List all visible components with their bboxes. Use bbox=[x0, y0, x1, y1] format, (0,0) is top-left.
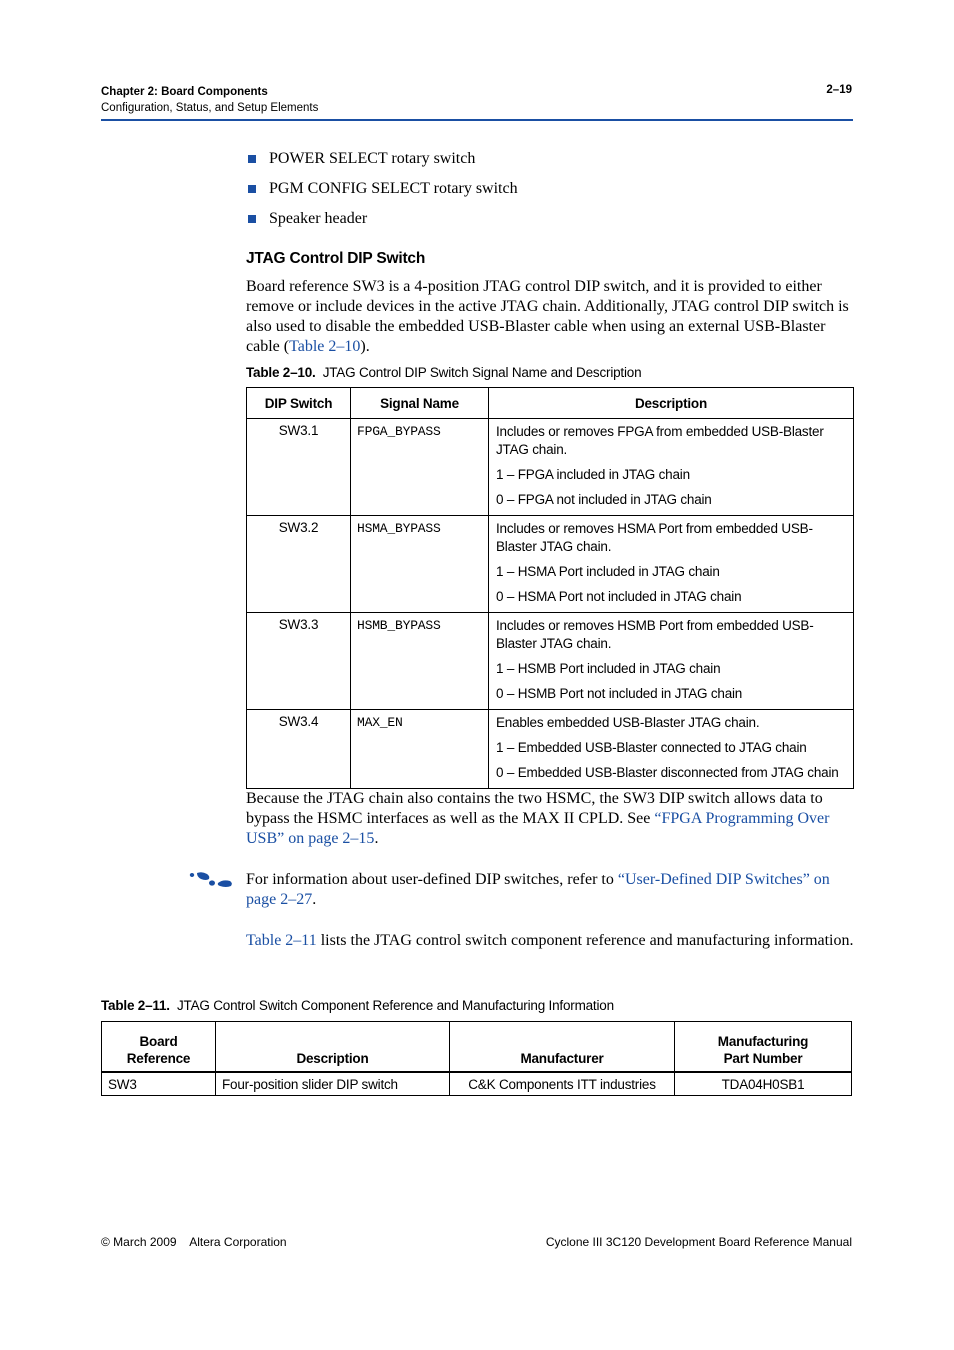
list-item: PGM CONFIG SELECT rotary switch bbox=[246, 179, 518, 209]
column-header: Description bbox=[489, 388, 854, 419]
signal-name-cell: HSMB_BYPASS bbox=[351, 613, 489, 710]
part-number-cell: TDA04H0SB1 bbox=[675, 1072, 852, 1096]
table-header-row bbox=[102, 1022, 852, 1073]
bullet-square-icon bbox=[248, 185, 256, 193]
table-header-row bbox=[247, 388, 854, 419]
dip-switch-cell: SW3.2 bbox=[247, 516, 351, 613]
table1-caption: Table 2–10. JTAG Control DIP Switch Signal Name and Description bbox=[246, 365, 642, 380]
column-header: Description bbox=[216, 1022, 450, 1073]
bullet-list bbox=[246, 149, 518, 239]
section-title-header: Configuration, Status, and Setup Elements bbox=[101, 102, 319, 114]
table2-caption: Table 2–11. JTAG Control Switch Component Reference and Manufacturing Information bbox=[101, 998, 614, 1013]
dip-switch-table bbox=[246, 387, 854, 789]
column-header: Manufacturer bbox=[450, 1022, 675, 1073]
table-intro-paragraph: Table 2–11 lists the JTAG control switch component reference and manufacturing information. bbox=[246, 932, 854, 949]
signal-name-cell: MAX_EN bbox=[351, 710, 489, 789]
table-row bbox=[247, 419, 854, 516]
description-cell: Includes or removes HSMB Port from embedded USB-Blaster JTAG chain. 1 – HSMB Port included in JTAG chain 0 – HSMB Port not included in JTAG chain bbox=[489, 613, 854, 710]
list-item: Speaker header bbox=[246, 209, 518, 239]
page-number: 2–19 bbox=[826, 84, 852, 96]
description-cell: Enables embedded USB-Blaster JTAG chain. 1 – Embedded USB-Blaster connected to JTAG chain 0 – Embedded USB-Blaster disconnected from JTAG chain bbox=[489, 710, 854, 789]
table-2-10-link[interactable]: Table 2–10 bbox=[289, 338, 361, 355]
footer-manual-title: Cyclone III 3C120 Development Board Reference Manual bbox=[545, 1235, 852, 1249]
section-heading: JTAG Control DIP Switch bbox=[246, 250, 426, 267]
bypass-paragraph: Because the JTAG chain also contains the two HSMC, the SW3 DIP switch allows data to bypass the HSMC interfaces as well as the MAX II CPLD. See “FPGA Programming Over USB” on page 2–15. bbox=[246, 790, 830, 847]
column-header: Board Reference bbox=[102, 1022, 216, 1073]
column-header: DIP Switch bbox=[247, 388, 351, 419]
table-row bbox=[247, 516, 854, 613]
table-2-11-link[interactable]: Table 2–11 bbox=[246, 932, 317, 949]
intro-paragraph: Board reference SW3 is a 4-position JTAG control DIP switch, and it is provided to either remove or include devices in the active JTAG chain. Additionally, JTAG control DIP switch is also used to disable the embedded USB-Blaster cable when using an external USB-Blaster cable (Table 2–10). bbox=[246, 278, 849, 355]
running-header bbox=[101, 84, 318, 116]
list-item: POWER SELECT rotary switch bbox=[246, 149, 518, 179]
description-cell: Four-position slider DIP switch bbox=[216, 1072, 450, 1096]
bullet-square-icon bbox=[248, 155, 256, 163]
header-rule bbox=[101, 119, 853, 121]
description-cell: Includes or removes HSMA Port from embedded USB-Blaster JTAG chain. 1 – HSMA Port included in JTAG chain 0 – HSMA Port not included in JTAG chain bbox=[489, 516, 854, 613]
fpga-programming-link[interactable]: “FPGA Programming Over USB” on page 2–15 bbox=[246, 810, 830, 847]
table-row bbox=[247, 710, 854, 789]
dip-switch-cell: SW3.3 bbox=[247, 613, 351, 710]
table-row bbox=[247, 613, 854, 710]
manufacturer-cell: C&K Components ITT industries bbox=[450, 1072, 675, 1096]
note-pointer-icon bbox=[188, 871, 234, 889]
description-cell: Includes or removes FPGA from embedded USB-Blaster JTAG chain. 1 – FPGA included in JTAG chain 0 – FPGA not included in JTAG chain bbox=[489, 419, 854, 516]
column-header: Signal Name bbox=[351, 388, 489, 419]
board-reference-cell: SW3 bbox=[102, 1072, 216, 1096]
signal-name-cell: HSMA_BYPASS bbox=[351, 516, 489, 613]
table-row bbox=[102, 1072, 852, 1096]
component-table bbox=[101, 1021, 852, 1096]
user-defined-dip-link[interactable]: “User-Defined DIP Switches” on page 2–27 bbox=[246, 871, 830, 908]
chapter-title: Chapter 2: Board Components bbox=[101, 86, 268, 98]
dip-switch-cell: SW3.1 bbox=[247, 419, 351, 516]
dip-switch-cell: SW3.4 bbox=[247, 710, 351, 789]
column-header: Manufacturing Part Number bbox=[675, 1022, 852, 1073]
note-paragraph: For information about user-defined DIP switches, refer to “User-Defined DIP Switches” on page 2–27. bbox=[246, 871, 830, 908]
bullet-square-icon bbox=[248, 215, 256, 223]
signal-name-cell: FPGA_BYPASS bbox=[351, 419, 489, 516]
footer-copyright: © March 2009 Altera Corporation bbox=[101, 1235, 287, 1249]
